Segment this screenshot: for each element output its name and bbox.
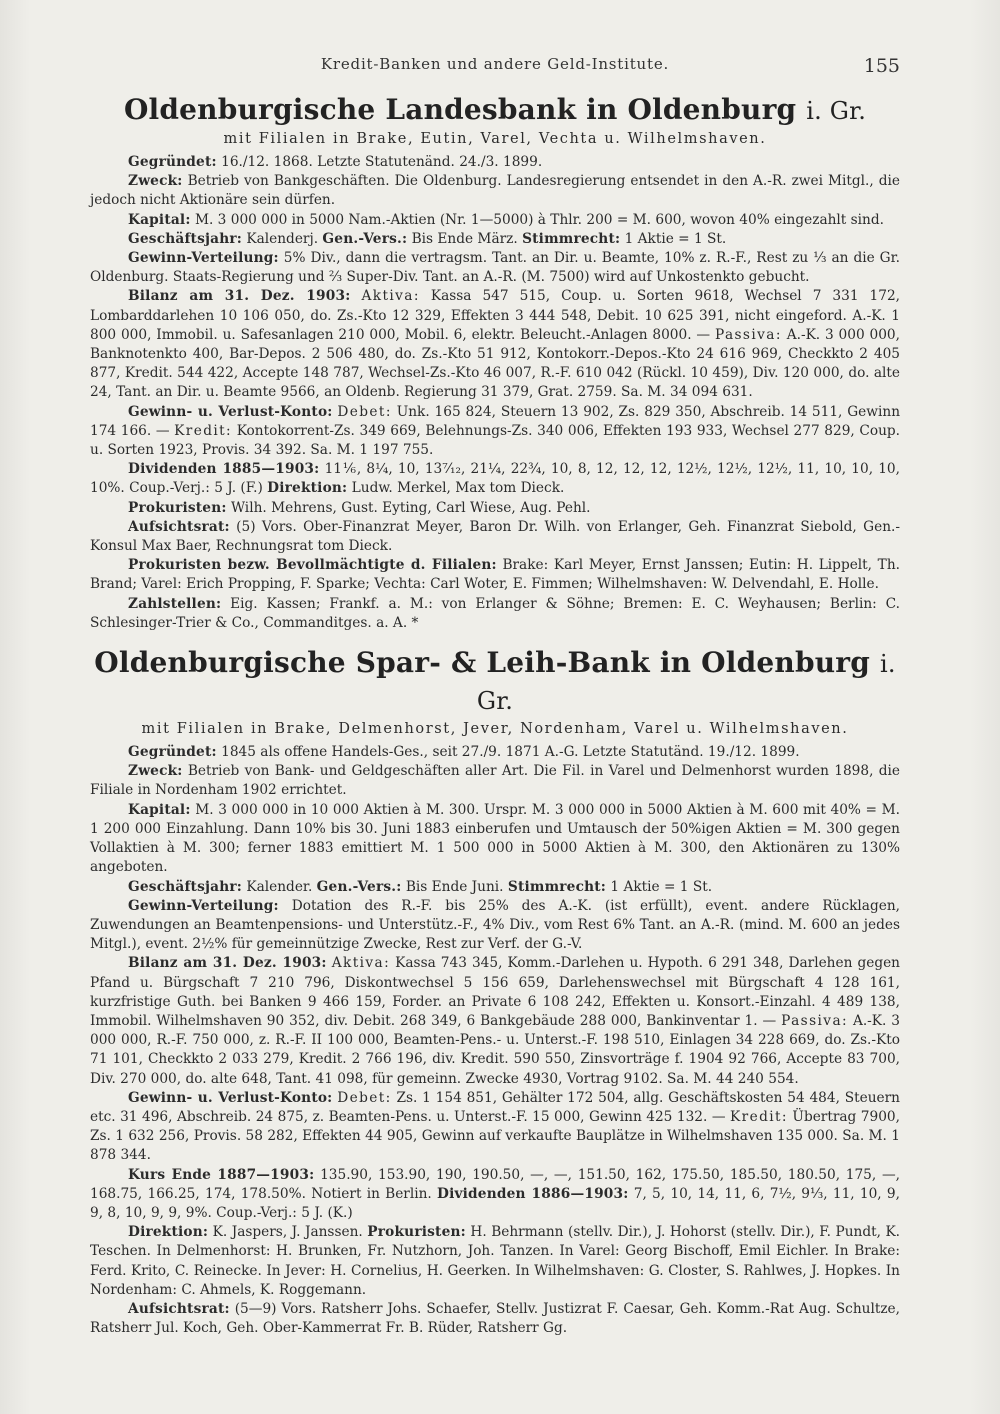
fiscal-year-text: Kalenderj.	[246, 230, 319, 247]
bank-title-name: Oldenburgische Landesbank in Oldenburg	[123, 93, 797, 126]
founded-text: 1845 als offene Handels-Ges., seit 27./9. 1871 A.-G. Letzte Statutänd. 19./12. 1899.	[221, 744, 800, 761]
dividends-label: Dividenden 1886—1903:	[437, 1185, 629, 1202]
credit-label: Kredit:	[174, 422, 233, 439]
authorized-officers-label: Prokuristen:	[128, 499, 227, 516]
share-price-paragraph	[90, 1166, 900, 1224]
capital-label: Kapital:	[128, 801, 191, 818]
branch-officers-paragraph	[90, 556, 900, 594]
voting-right-text: 1 Aktie = 1 St.	[610, 878, 713, 895]
authorized-officers-text: Wilh. Mehrens, Gust. Eyting, Carl Wiese, Aug. Pehl.	[230, 499, 591, 516]
profit-loss-label: Gewinn- u. Verlust-Konto:	[128, 403, 333, 420]
supervisory-board-text: (5) Vors. Ober-Finanzrat Meyer, Baron Dr. Wilh. von Erlanger, Geh. Finanzrat Siebold, Gen.-Konsul Max Baer, Rechnungsrat tom Dieck.	[90, 518, 900, 555]
bank-branches: mit Filialen in Brake, Eutin, Varel, Vechta u. Wilhelmshaven.	[223, 131, 767, 147]
profit-distribution-text: Dotation des R.-F. bis 25% des A.-K. (ist erfüllt), event. andere Rücklagen, Zuwendungen an Beamtenpensions- und Unterstütz.-F., 4% Div., vom Rest 6% Tant. an A.-R. (mind. M. 600 an jedes Mitgl.), event. 2½% für gemeinnützige Zwecke, Rest zur Verf. der G.-V.	[90, 897, 900, 953]
credit-text: Übertrag 7900, Zs. 1 632 256, Provis. 58 282, Effekten 44 905, Gewinn auf verkaufte Bauplätze in Wilhelmshaven 135 000. Sa. M. 1 878 344.	[90, 1108, 900, 1164]
balance-sheet-label: Bilanz am 31. Dez. 1903:	[128, 955, 327, 972]
profit-distribution-paragraph	[90, 897, 900, 955]
voting-right-label: Stimmrecht:	[522, 230, 621, 247]
paying-agents-label: Zahlstellen:	[128, 595, 222, 612]
bank-title	[90, 92, 900, 129]
balance-sheet-paragraph	[90, 954, 900, 1088]
profit-distribution-label: Gewinn-Verteilung:	[128, 250, 279, 267]
profit-loss-paragraph	[90, 1089, 900, 1166]
capital-paragraph	[90, 801, 900, 878]
founded-paragraph	[90, 743, 900, 762]
share-price-label: Kurs Ende 1887—1903:	[128, 1166, 315, 1183]
debit-text: Unk. 165 824, Steuern 13 902, Zs. 829 350, Abschreib. 14 511, Gewinn 174 166. —	[90, 403, 901, 439]
liabilities-label: Passiva:	[714, 326, 782, 343]
branch-officers-label: Prokuristen bezw. Bevollmächtigte d. Filialen:	[128, 557, 497, 574]
bank-title-suffix: i. Gr.	[806, 97, 867, 125]
supervisory-board-text: (5—9) Vors. Ratsherr Johs. Schaefer, Stellv. Justizrat F. Caesar, Geh. Komm.-Rat Aug. Schultze, Ratsherr Jul. Koch, Geh. Ober-Kammerrat Fr. B. Rüder, Ratsherr Gg.	[90, 1300, 900, 1337]
bank-branches: mit Filialen in Brake, Delmenhorst, Jever, Nordenham, Varel u. Wilhelmshaven.	[141, 721, 849, 738]
management-text: K. Jaspers, J. Janssen.	[212, 1224, 363, 1241]
authorized-officers-paragraph	[90, 499, 900, 518]
balance-sheet-label: Bilanz am 31. Dez. 1903:	[128, 288, 351, 305]
supervisory-board-label: Aufsichtsrat:	[128, 518, 230, 535]
capital-paragraph	[90, 211, 900, 230]
assets-label: Aktiva:	[361, 288, 420, 305]
founded-text: 16./12. 1868. Letzte Statutenänd. 24./3. 1899.	[221, 154, 543, 170]
fiscal-year-label: Geschäftsjahr:	[128, 878, 243, 895]
bank-entry-spar-leih-bank	[90, 645, 900, 1338]
purpose-paragraph	[90, 762, 900, 800]
purpose-label: Zweck:	[128, 173, 183, 190]
general-meeting-text: Bis Ende Juni.	[405, 878, 504, 895]
liabilities-text: A.-K. 3 000 000, R.-F. 750 000, z. R.-F. II 100 000, Beamten-Pens.- u. Unterst.-F. 198 510, Einlagen 34 228 669, do. Zs.-Kto 71 101, Checkkto 2 033 279, Kredit. 2 766 196, div. Kredit. 590 550, Zinsvorträge f. 1904 92 766, Accepte 83 700, Div. 270 000, do. alte 648, Tant. 41 098, für gemeinn. Zwecke 4930, Vortrag 9102. Sa. M. 44 240 554.	[90, 1012, 900, 1087]
management-paragraph	[90, 1223, 900, 1300]
page-number: 155	[863, 55, 900, 77]
fiscal-year-text: Kalender.	[246, 878, 313, 895]
dividends-label: Dividenden 1885—1903:	[128, 461, 320, 478]
debit-text: Zs. 1 154 851, Gehälter 172 504, allg. Geschäftskosten 54 484, Steuern etc. 31 496, Abschreib. 24 875, z. Beamten-Pens. u. Unterst.-F. 15 000, Gewinn 425 132. —	[90, 1089, 900, 1125]
dividends-text: 7, 5, 10, 14, 11, 6, 7½, 9⅓, 11, 10, 9, 9, 8, 10, 9, 9, 9%. Coup.-Verj.: 5 J. (K.)	[90, 1185, 900, 1221]
running-head-title: Kredit-Banken und andere Geld-Institute.	[320, 55, 670, 73]
authorized-officers-text: H. Behrmann (stellv. Dir.), J. Hohorst (stellv. Dir.), F. Pundt, K. Teschen. In Delmenhorst: H. Brunken, Fr. Nutzhorn, Joh. Tanzen. In Varel: Georg Bischoff, Emil Eichler. In Brake: Ferd. Krito, C. Reinecke. In Jever: H. Cornelius, H. Geerken. In Wilhelmshaven: G. Closter, S. Rahlwes, J. Hopkes. In Nordenham: C. Ahmels, K. Roggemann.	[90, 1224, 901, 1298]
assets-label: Aktiva:	[331, 955, 391, 972]
dividends-paragraph	[90, 460, 900, 498]
general-meeting-label: Gen.-Vers.:	[322, 230, 408, 247]
capital-label: Kapital:	[128, 211, 191, 228]
credit-label: Kredit:	[730, 1108, 788, 1125]
general-meeting-text: Bis Ende März.	[411, 230, 518, 247]
profit-distribution-text: 5% Div., dann die vertragsm. Tant. an Dir. u. Beamte, 10% z. R.-F., Rest zu ⅓ an die Gr. Oldenburg. Staats-Regierung und ⅔ Super-Div. Tant. an A.-R. (M. 7500) wird auf Unkostenkto gebucht.	[90, 250, 900, 286]
voting-right-label: Stimmrecht:	[507, 878, 607, 895]
paying-agents-paragraph	[90, 595, 900, 633]
capital-text: M. 3 000 000 in 10 000 Aktien à M. 300. Urspr. M. 3 000 000 in 5000 Aktien à M. 600 mit 40% = M. 1 200 000 Einzahlung. Dann 10% bis 30. Juni 1883 einberufen und Umtausch der 50%igen Aktien = M. 300 gegen Vollaktien à M. 300; ferner 1883 emittiert M. 1 500 000 in 5000 Aktien à M. 300, den Aktionären zu 130% angeboten.	[90, 801, 900, 876]
paying-agents-text: Eig. Kassen; Frankf. a. M.: von Erlanger & Söhne; Bremen: E. C. Weyhausen; Berlin: C. Schlesinger-Trier & Co., Commanditges. a. A. *	[90, 595, 900, 631]
purpose-text: Betrieb von Bank- und Geldgeschäften aller Art. Die Fil. in Varel und Delmenhorst wurden 1898, die Filiale in Nordenham 1902 errichtet.	[90, 763, 900, 799]
bank-entry-landesbank	[90, 92, 900, 633]
voting-right-text: 1 Aktie = 1 St.	[624, 230, 727, 247]
general-meeting-label: Gen.-Vers.:	[316, 878, 402, 895]
management-label: Direktion:	[128, 1224, 209, 1241]
profit-loss-paragraph	[90, 403, 900, 461]
capital-text: M. 3 000 000 in 5000 Nam.-Aktien (Nr. 1—5000) à Thlr. 200 = M. 600, wovon 40% eingezahlt sind.	[194, 211, 884, 228]
founded-paragraph	[90, 153, 900, 172]
assets-text: Kassa 743 345, Komm.-Darlehen u. Hypoth. 6 291 348, Darlehen gegen Pfand u. Bürgschaft 7 210 796, Diskontwechsel 5 156 659, Darlehenswechsel mit Bürgschaft 4 128 161, kurzfristige Guth. bei Banken 9 466 159, Forder. an Private 6 108 242, Effekten u. Konsort.-Einzahl. 4 489 138, Immobil. Wilhelmshaven 90 352, div. Debit. 268 349, 6 Bankgebäude 288 000, Bankinventar 1. —	[90, 955, 901, 1029]
balance-sheet-paragraph	[90, 287, 900, 402]
management-text: Ludw. Merkel, Max tom Dieck.	[351, 480, 565, 497]
supervisory-board-label: Aufsichtsrat:	[128, 1300, 230, 1317]
founded-label: Gegründet:	[128, 154, 217, 170]
profit-distribution-label: Gewinn-Verteilung:	[128, 897, 279, 914]
fiscal-year-label: Geschäftsjahr:	[128, 230, 243, 247]
supervisory-board-paragraph	[90, 1300, 900, 1338]
bank-title	[90, 645, 900, 719]
purpose-paragraph	[90, 172, 900, 210]
bank-title-suffix: i. Gr.	[476, 650, 896, 716]
dividends-text: 11⅙, 8¼, 10, 13⁷⁄₁₂, 21¼, 22¾, 10, 8, 12, 12, 12, 12½, 12½, 12½, 11, 10, 10, 10, 10%. Coup.-Verj.: 5 J. (F.)	[90, 461, 900, 497]
fiscal-year-paragraph	[90, 230, 900, 249]
purpose-label: Zweck:	[128, 763, 183, 780]
liabilities-text: A.-K. 3 000 000, Banknotenkto 400, Bar-Depos. 2 506 480, do. Zs.-Kto 51 912, Kontokorr.-Depos.-Kto 24 616 969, Checkkto 2 405 877, Kredit. 544 422, Accepte 148 787, Wechsel-Zs.-Kto 46 007, R.-F. 610 042 (Rückl. 10 459), Div. 120 000, do. alte 24, Tant. an Dir. u. Beamte 9566, an Oldenb. Regierung 31 379, Grat. 2759. Sa. M. 34 094 631.	[90, 326, 900, 401]
assets-text: Kassa 547 515, Coup. u. Sorten 9618, Wechsel 7 331 172, Lombarddarlehen 10 106 050, do. Zs.-Kto 12 329, Effekten 3 444 548, Debit. 10 625 391, nicht eingeford. A.-K. 1 800 000, Immobil. u. Safesanlagen 210 000, Mobil. 6, elektr. Beleucht.-Anlagen 8000. —	[90, 288, 901, 343]
fiscal-year-paragraph	[90, 878, 900, 897]
liabilities-label: Passiva:	[781, 1012, 849, 1029]
profit-distribution-paragraph	[90, 249, 900, 287]
supervisory-board-paragraph	[90, 518, 900, 556]
founded-label: Gegründet:	[128, 744, 217, 761]
credit-text: Kontokorrent-Zs. 349 669, Belehnungs-Zs. 340 006, Effekten 193 933, Wechsel 277 829, Coup. u. Sorten 1923, Provis. 34 392. Sa. M. 1 197 755.	[90, 422, 901, 459]
bank-title-name: Oldenburgische Spar- & Leih-Bank in Oldenburg	[94, 646, 871, 680]
share-price-text: 135.90, 153.90, 190, 190.50, —, —, 151.50, 162, 175.50, 185.50, 180.50, 175, —, 168.75, 166.25, 174, 178.50%. Notiert in Berlin.	[90, 1166, 901, 1202]
debit-label: Debet:	[337, 403, 392, 420]
purpose-text: Betrieb von Bankgeschäften. Die Oldenburg. Landesregierung entsendet in den A.-R. zwei Mitgl., die jedoch nicht Aktionäre sein dürfen.	[90, 173, 900, 209]
debit-label: Debet:	[337, 1089, 392, 1106]
profit-loss-label: Gewinn- u. Verlust-Konto:	[128, 1089, 333, 1106]
page-content	[90, 92, 900, 1338]
branch-officers-text: Brake: Karl Meyer, Ernst Janssen; Eutin: H. Lippelt, Th. Brand; Varel: Erich Propping, F. Sparke; Vechta: Carl Woter, E. Fimmen; Wilhelmshaven: W. Delvendahl, E. Holle.	[90, 557, 900, 593]
authorized-officers-label: Prokuristen:	[367, 1224, 466, 1241]
section-gap	[90, 633, 900, 645]
running-head	[90, 55, 900, 81]
management-label: Direktion:	[267, 480, 348, 497]
